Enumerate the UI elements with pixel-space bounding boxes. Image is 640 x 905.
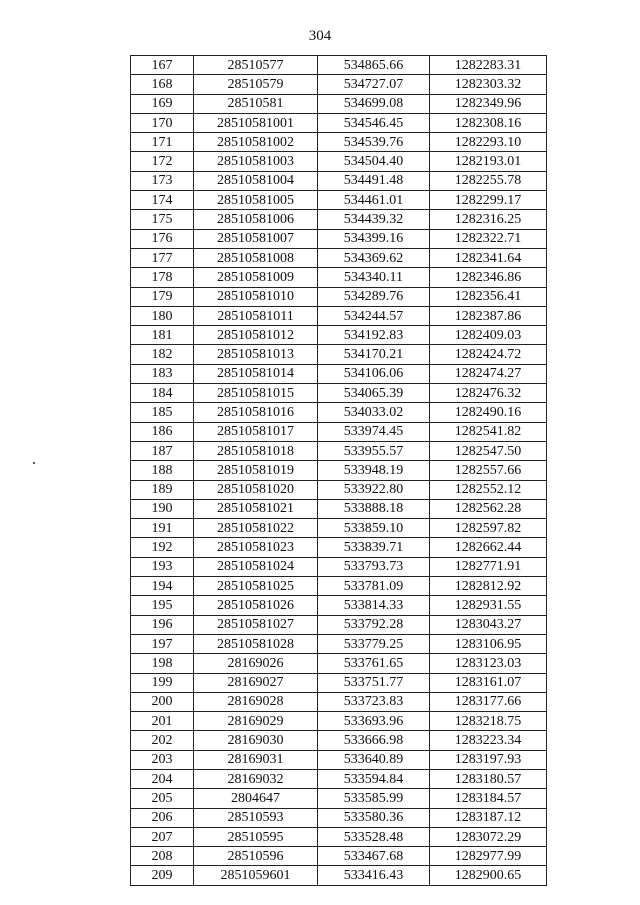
y-coordinate-cell: 1282293.10: [430, 133, 547, 152]
y-coordinate-cell: 1282562.28: [430, 499, 547, 518]
table-row: [131, 113, 547, 132]
table-row: [131, 577, 547, 596]
table-row: [131, 133, 547, 152]
x-coordinate-cell: 534727.07: [318, 75, 430, 94]
point-number-cell: 208: [131, 847, 194, 866]
table-row: [131, 480, 547, 499]
table-row: [131, 789, 547, 808]
point-id-cell: 2804647: [194, 789, 318, 808]
table-row: [131, 615, 547, 634]
x-coordinate-cell: 534491.48: [318, 171, 430, 190]
table-row: [131, 731, 547, 750]
x-coordinate-cell: 534546.45: [318, 113, 430, 132]
x-coordinate-cell: 533528.48: [318, 827, 430, 846]
point-id-cell: 28169030: [194, 731, 318, 750]
x-coordinate-cell: 533781.09: [318, 577, 430, 596]
x-coordinate-cell: 534504.40: [318, 152, 430, 171]
y-coordinate-cell: 1282476.32: [430, 384, 547, 403]
y-coordinate-cell: 1282931.55: [430, 596, 547, 615]
y-coordinate-cell: 1282193.01: [430, 152, 547, 171]
point-id-cell: 28510581019: [194, 461, 318, 480]
point-id-cell: 28510581020: [194, 480, 318, 499]
point-id-cell: 28510581009: [194, 268, 318, 287]
table-row: [131, 712, 547, 731]
point-id-cell: 28510581015: [194, 384, 318, 403]
point-id-cell: 28510581006: [194, 210, 318, 229]
y-coordinate-cell: 1283106.95: [430, 634, 547, 653]
x-coordinate-cell: 533751.77: [318, 673, 430, 692]
point-id-cell: 28510581003: [194, 152, 318, 171]
y-coordinate-cell: 1283177.66: [430, 692, 547, 711]
y-coordinate-cell: 1282662.44: [430, 538, 547, 557]
x-coordinate-cell: 533761.65: [318, 654, 430, 673]
point-number-cell: 201: [131, 712, 194, 731]
point-id-cell: 28510581: [194, 94, 318, 113]
point-id-cell: 28169029: [194, 712, 318, 731]
point-number-cell: 209: [131, 866, 194, 885]
x-coordinate-cell: 533779.25: [318, 634, 430, 653]
table-row: [131, 596, 547, 615]
table-row: [131, 229, 547, 248]
point-number-cell: 174: [131, 191, 194, 210]
x-coordinate-cell: 534106.06: [318, 364, 430, 383]
point-number-cell: 198: [131, 654, 194, 673]
point-number-cell: 167: [131, 56, 194, 75]
table-row: [131, 847, 547, 866]
x-coordinate-cell: 533955.57: [318, 441, 430, 460]
point-number-cell: 196: [131, 615, 194, 634]
y-coordinate-cell: 1282812.92: [430, 577, 547, 596]
point-number-cell: 200: [131, 692, 194, 711]
x-coordinate-cell: 534170.21: [318, 345, 430, 364]
y-coordinate-cell: 1282474.27: [430, 364, 547, 383]
x-coordinate-cell: 533666.98: [318, 731, 430, 750]
point-id-cell: 28169027: [194, 673, 318, 692]
point-id-cell: 28510577: [194, 56, 318, 75]
table-row: [131, 866, 547, 885]
point-number-cell: 205: [131, 789, 194, 808]
x-coordinate-cell: 534192.83: [318, 326, 430, 345]
point-id-cell: 28510581026: [194, 596, 318, 615]
point-number-cell: 207: [131, 827, 194, 846]
point-id-cell: 28169028: [194, 692, 318, 711]
x-coordinate-cell: 534699.08: [318, 94, 430, 113]
point-id-cell: 28510581011: [194, 306, 318, 325]
y-coordinate-cell: 1282255.78: [430, 171, 547, 190]
table-row: [131, 345, 547, 364]
x-coordinate-cell: 534244.57: [318, 306, 430, 325]
x-coordinate-cell: 533814.33: [318, 596, 430, 615]
point-number-cell: 191: [131, 519, 194, 538]
point-number-cell: 168: [131, 75, 194, 94]
point-number-cell: 206: [131, 808, 194, 827]
y-coordinate-cell: 1282597.82: [430, 519, 547, 538]
y-coordinate-cell: 1282977.99: [430, 847, 547, 866]
point-id-cell: 28510581023: [194, 538, 318, 557]
table-row: [131, 171, 547, 190]
x-coordinate-cell: 533859.10: [318, 519, 430, 538]
x-coordinate-cell: 533792.28: [318, 615, 430, 634]
point-id-cell: 28510581025: [194, 577, 318, 596]
x-coordinate-cell: 533839.71: [318, 538, 430, 557]
point-number-cell: 182: [131, 345, 194, 364]
point-id-cell: 28510581022: [194, 519, 318, 538]
point-number-cell: 180: [131, 306, 194, 325]
y-coordinate-cell: 1282341.64: [430, 248, 547, 267]
point-id-cell: 28510581016: [194, 403, 318, 422]
table-row: [131, 769, 547, 788]
y-coordinate-cell: 1283072.29: [430, 827, 547, 846]
x-coordinate-cell: 534289.76: [318, 287, 430, 306]
x-coordinate-cell: 533793.73: [318, 557, 430, 576]
point-number-cell: 173: [131, 171, 194, 190]
table-row: [131, 248, 547, 267]
point-number-cell: 186: [131, 422, 194, 441]
point-id-cell: 28510581013: [194, 345, 318, 364]
table-row: [131, 152, 547, 171]
point-id-cell: 2851059601: [194, 866, 318, 885]
y-coordinate-cell: 1282490.16: [430, 403, 547, 422]
x-coordinate-cell: 533888.18: [318, 499, 430, 518]
point-number-cell: 171: [131, 133, 194, 152]
table-row: [131, 268, 547, 287]
table-row: [131, 364, 547, 383]
x-coordinate-cell: 533693.96: [318, 712, 430, 731]
x-coordinate-cell: 534033.02: [318, 403, 430, 422]
coordinates-table: [130, 55, 547, 886]
y-coordinate-cell: 1283187.12: [430, 808, 547, 827]
x-coordinate-cell: 534439.32: [318, 210, 430, 229]
table-row: [131, 75, 547, 94]
table-row: [131, 403, 547, 422]
y-coordinate-cell: 1282349.96: [430, 94, 547, 113]
point-id-cell: 28510581012: [194, 326, 318, 345]
table-row: [131, 692, 547, 711]
table-row: [131, 827, 547, 846]
x-coordinate-cell: 533948.19: [318, 461, 430, 480]
y-coordinate-cell: 1283197.93: [430, 750, 547, 769]
table-row: [131, 808, 547, 827]
y-coordinate-cell: 1282541.82: [430, 422, 547, 441]
point-id-cell: 28510581005: [194, 191, 318, 210]
table-row: [131, 326, 547, 345]
point-id-cell: 28510579: [194, 75, 318, 94]
y-coordinate-cell: 1282387.86: [430, 306, 547, 325]
point-id-cell: 28510581027: [194, 615, 318, 634]
point-number-cell: 202: [131, 731, 194, 750]
point-number-cell: 169: [131, 94, 194, 113]
point-number-cell: 193: [131, 557, 194, 576]
point-id-cell: 28510581021: [194, 499, 318, 518]
point-number-cell: 175: [131, 210, 194, 229]
point-number-cell: 172: [131, 152, 194, 171]
table-row: [131, 538, 547, 557]
x-coordinate-cell: 533974.45: [318, 422, 430, 441]
x-coordinate-cell: 534340.11: [318, 268, 430, 287]
table-row: [131, 519, 547, 538]
table-row: [131, 384, 547, 403]
point-number-cell: 203: [131, 750, 194, 769]
x-coordinate-cell: 534865.66: [318, 56, 430, 75]
point-id-cell: 28169032: [194, 769, 318, 788]
y-coordinate-cell: 1283223.34: [430, 731, 547, 750]
page-number: 304: [308, 28, 332, 44]
y-coordinate-cell: 1283043.27: [430, 615, 547, 634]
table-row: [131, 461, 547, 480]
scan-dot-mark: [33, 462, 35, 464]
point-id-cell: 28510581004: [194, 171, 318, 190]
x-coordinate-cell: 534539.76: [318, 133, 430, 152]
y-coordinate-cell: 1283218.75: [430, 712, 547, 731]
x-coordinate-cell: 533922.80: [318, 480, 430, 499]
point-id-cell: 28510581017: [194, 422, 318, 441]
point-number-cell: 194: [131, 577, 194, 596]
point-id-cell: 28510581002: [194, 133, 318, 152]
point-number-cell: 190: [131, 499, 194, 518]
x-coordinate-cell: 533580.36: [318, 808, 430, 827]
y-coordinate-cell: 1282299.17: [430, 191, 547, 210]
table-row: [131, 422, 547, 441]
table-row: [131, 673, 547, 692]
point-number-cell: 187: [131, 441, 194, 460]
y-coordinate-cell: 1282771.91: [430, 557, 547, 576]
x-coordinate-cell: 534369.62: [318, 248, 430, 267]
point-id-cell: 28510581007: [194, 229, 318, 248]
point-id-cell: 28169026: [194, 654, 318, 673]
point-number-cell: 188: [131, 461, 194, 480]
point-id-cell: 28510596: [194, 847, 318, 866]
x-coordinate-cell: 533467.68: [318, 847, 430, 866]
x-coordinate-cell: 533585.99: [318, 789, 430, 808]
point-number-cell: 197: [131, 634, 194, 653]
table-row: [131, 499, 547, 518]
table-row: [131, 210, 547, 229]
table-row: [131, 557, 547, 576]
point-number-cell: 204: [131, 769, 194, 788]
point-id-cell: 28510581010: [194, 287, 318, 306]
point-id-cell: 28510581018: [194, 441, 318, 460]
y-coordinate-cell: 1282557.66: [430, 461, 547, 480]
point-number-cell: 177: [131, 248, 194, 267]
x-coordinate-cell: 534065.39: [318, 384, 430, 403]
point-id-cell: 28169031: [194, 750, 318, 769]
table-row: [131, 750, 547, 769]
point-id-cell: 28510581008: [194, 248, 318, 267]
y-coordinate-cell: 1282409.03: [430, 326, 547, 345]
table-row: [131, 287, 547, 306]
point-number-cell: 199: [131, 673, 194, 692]
table-row: [131, 191, 547, 210]
point-number-cell: 183: [131, 364, 194, 383]
point-number-cell: 178: [131, 268, 194, 287]
point-number-cell: 192: [131, 538, 194, 557]
point-id-cell: 28510595: [194, 827, 318, 846]
point-id-cell: 28510581028: [194, 634, 318, 653]
point-number-cell: 176: [131, 229, 194, 248]
x-coordinate-cell: 533723.83: [318, 692, 430, 711]
point-number-cell: 170: [131, 113, 194, 132]
x-coordinate-cell: 533594.84: [318, 769, 430, 788]
y-coordinate-cell: 1282322.71: [430, 229, 547, 248]
y-coordinate-cell: 1282316.25: [430, 210, 547, 229]
x-coordinate-cell: 533640.89: [318, 750, 430, 769]
point-id-cell: 28510581014: [194, 364, 318, 383]
point-id-cell: 28510581001: [194, 113, 318, 132]
point-id-cell: 28510593: [194, 808, 318, 827]
x-coordinate-cell: 534461.01: [318, 191, 430, 210]
point-number-cell: 184: [131, 384, 194, 403]
point-number-cell: 195: [131, 596, 194, 615]
y-coordinate-cell: 1282303.32: [430, 75, 547, 94]
table-row: [131, 654, 547, 673]
y-coordinate-cell: 1283161.07: [430, 673, 547, 692]
table-row: [131, 306, 547, 325]
x-coordinate-cell: 534399.16: [318, 229, 430, 248]
coordinates-table-body: [131, 56, 547, 886]
y-coordinate-cell: 1282424.72: [430, 345, 547, 364]
table-row: [131, 441, 547, 460]
y-coordinate-cell: 1282547.50: [430, 441, 547, 460]
y-coordinate-cell: 1282356.41: [430, 287, 547, 306]
table-row: [131, 634, 547, 653]
point-number-cell: 189: [131, 480, 194, 499]
y-coordinate-cell: 1282283.31: [430, 56, 547, 75]
y-coordinate-cell: 1282900.65: [430, 866, 547, 885]
point-number-cell: 181: [131, 326, 194, 345]
y-coordinate-cell: 1283123.03: [430, 654, 547, 673]
x-coordinate-cell: 533416.43: [318, 866, 430, 885]
y-coordinate-cell: 1282346.86: [430, 268, 547, 287]
point-id-cell: 28510581024: [194, 557, 318, 576]
y-coordinate-cell: 1283184.57: [430, 789, 547, 808]
table-row: [131, 94, 547, 113]
y-coordinate-cell: 1282552.12: [430, 480, 547, 499]
y-coordinate-cell: 1283180.57: [430, 769, 547, 788]
y-coordinate-cell: 1282308.16: [430, 113, 547, 132]
table-row: [131, 56, 547, 75]
point-number-cell: 185: [131, 403, 194, 422]
point-number-cell: 179: [131, 287, 194, 306]
